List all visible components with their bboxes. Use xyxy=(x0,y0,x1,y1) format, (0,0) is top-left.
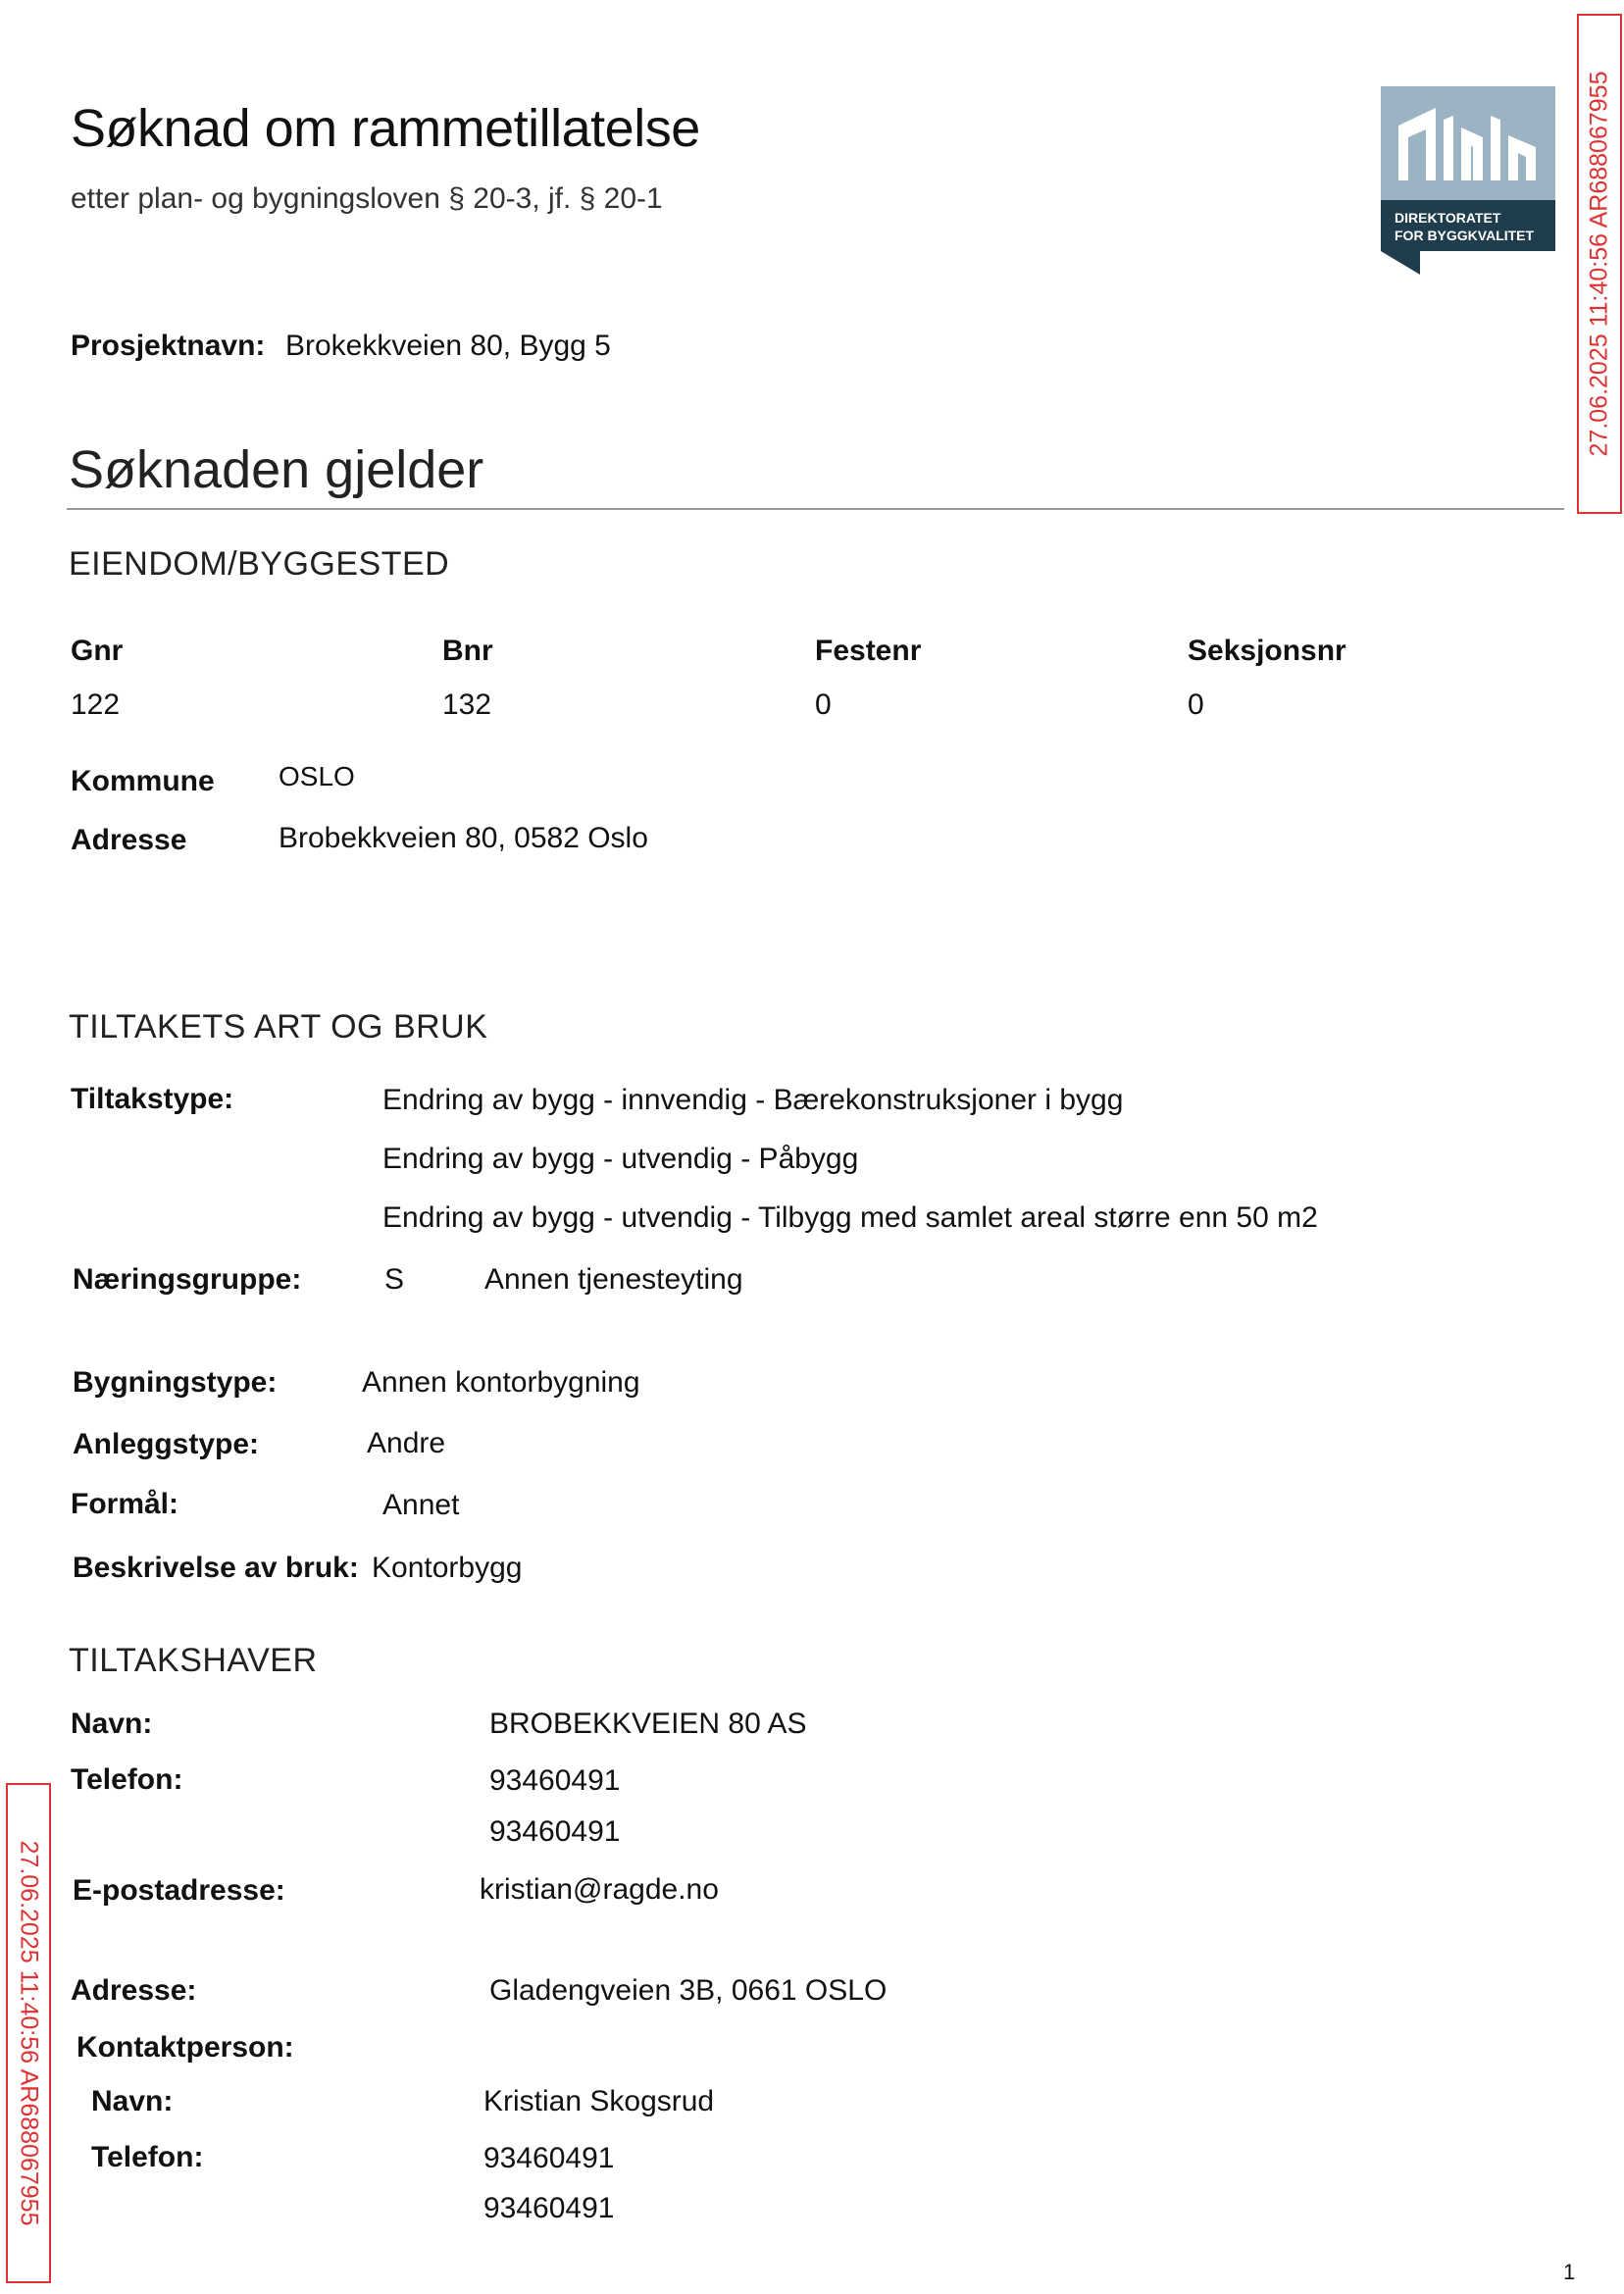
section-heading: Søknaden gjelder xyxy=(69,440,484,499)
epost-label: E-postadresse: xyxy=(73,1874,285,1907)
beskrivelse-value: Kontorbygg xyxy=(372,1552,523,1584)
project-name-label: Prosjektnavn: xyxy=(71,330,266,362)
formal-label: Formål: xyxy=(71,1488,179,1520)
gnr-value: 122 xyxy=(71,688,121,721)
beskrivelse-label: Beskrivelse av bruk: xyxy=(73,1552,359,1584)
kommune-value: OSLO xyxy=(279,761,355,791)
tiltakstype-label: Tiltakstype: xyxy=(71,1083,234,1115)
tiltakshaver-navn-value: BROBEKKVEIEN 80 AS xyxy=(489,1708,807,1740)
section-divider xyxy=(67,508,1564,510)
tiltakstype-item: Endring av bygg - utvendig - Tilbygg med samlet areal større enn 50 m2 xyxy=(382,1201,1318,1234)
seksjonsnr-value: 0 xyxy=(1188,688,1204,721)
tiltakshaver-telefon-label: Telefon: xyxy=(71,1763,183,1796)
bygningstype-label: Bygningstype: xyxy=(73,1366,278,1399)
stamp-text-left: 27.06.2025 11:40:56 AR688067955 xyxy=(15,1840,43,2226)
document-title: Søknad om rammetillatelse xyxy=(71,99,700,158)
tiltakshaver-adresse-value: Gladengveien 3B, 0661 OSLO xyxy=(489,1974,888,2007)
formal-value: Annet xyxy=(382,1489,460,1521)
eiendom-heading: EIENDOM/BYGGESTED xyxy=(69,545,450,583)
tiltakshaver-heading: TILTAKSHAVER xyxy=(69,1642,318,1679)
gnr-label: Gnr xyxy=(71,635,124,667)
tiltakshaver-navn-label: Navn: xyxy=(71,1708,153,1740)
stamp-text-right: 27.06.2025 11:40:56 AR688067955 xyxy=(1585,71,1613,457)
naeringsgruppe-label: Næringsgruppe: xyxy=(73,1263,302,1296)
dibk-logo-icon xyxy=(1381,86,1555,275)
tiltakshaver-telefon-value: 93460491 xyxy=(489,1815,621,1848)
kommune-label: Kommune xyxy=(71,765,215,797)
adresse-value: Brobekkveien 80, 0582 Oslo xyxy=(279,822,648,854)
seksjonsnr-label: Seksjonsnr xyxy=(1188,635,1346,667)
naeringsgruppe-value: Annen tjenesteyting xyxy=(484,1263,743,1296)
festenr-label: Festenr xyxy=(815,635,922,667)
bnr-value: 132 xyxy=(442,688,492,721)
kontakt-telefon-value: 93460491 xyxy=(483,2192,615,2224)
tiltakshaver-adresse-label: Adresse: xyxy=(71,1974,197,2007)
project-name-value: Brokekkveien 80, Bygg 5 xyxy=(285,330,611,362)
naeringsgruppe-code: S xyxy=(384,1263,405,1296)
document-subtitle: etter plan- og bygningsloven § 20-3, jf. § 20-1 xyxy=(71,182,663,215)
logo-text-line1: DIREKTORATET xyxy=(1395,210,1501,226)
kontaktperson-label: Kontaktperson: xyxy=(76,2031,294,2064)
adresse-label: Adresse xyxy=(71,824,187,856)
anleggstype-label: Anleggstype: xyxy=(73,1428,260,1460)
tiltakshaver-telefon-value: 93460491 xyxy=(489,1764,621,1797)
logo-text-line2: FOR BYGGKVALITET xyxy=(1395,228,1535,243)
festenr-value: 0 xyxy=(815,688,832,721)
kontakt-telefon-label: Telefon: xyxy=(91,2141,204,2173)
kontakt-telefon-value: 93460491 xyxy=(483,2142,615,2174)
bygningstype-value: Annen kontorbygning xyxy=(362,1366,640,1399)
epost-value: kristian@ragde.no xyxy=(480,1873,719,1906)
tiltakstype-item: Endring av bygg - utvendig - Påbygg xyxy=(382,1143,859,1175)
dibk-logo xyxy=(1381,86,1555,275)
timestamp-stamp-left xyxy=(6,1783,51,2283)
tiltak-heading: TILTAKETS ART OG BRUK xyxy=(69,1008,488,1045)
tiltakstype-item: Endring av bygg - innvendig - Bærekonstruksjoner i bygg xyxy=(382,1084,1124,1116)
page-number: 1 xyxy=(1563,2260,1576,2284)
kontakt-navn-label: Navn: xyxy=(91,2085,174,2117)
timestamp-stamp-right xyxy=(1577,14,1622,514)
anleggstype-value: Andre xyxy=(367,1427,446,1459)
kontakt-navn-value: Kristian Skogsrud xyxy=(483,2085,715,2117)
bnr-label: Bnr xyxy=(442,635,493,667)
